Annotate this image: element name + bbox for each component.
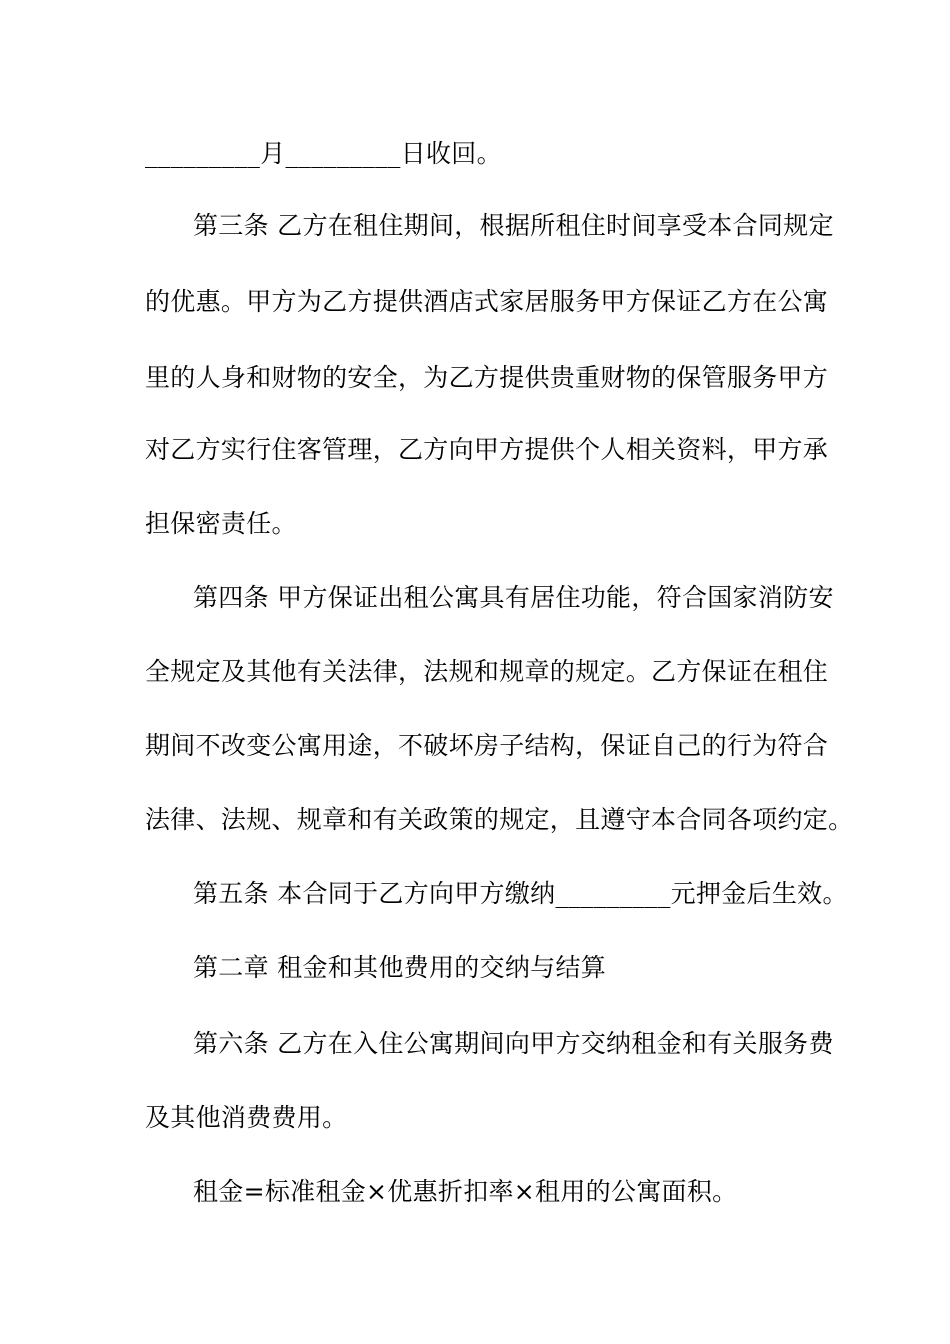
- clause-4-line-4: 法律、法规、规章和有关政策的规定，且遵守本合同各项约定。: [145, 805, 854, 834]
- rent-formula-line: 租金=标准租金×优惠折扣率×租用的公寓面积。: [193, 1177, 738, 1206]
- clause-6-line-1: 第六条 乙方在入住公寓期间向甲方交纳租金和有关服务费: [193, 1029, 834, 1058]
- clause-5-line: 第五条 本合同于乙方向甲方缴纳_________元押金后生效。: [193, 879, 848, 908]
- chapter-2-heading: 第二章 租金和其他费用的交纳与结算: [193, 953, 607, 982]
- clause-4-line-1: 第四条 甲方保证出租公寓具有居住功能，符合国家消防安: [193, 583, 834, 612]
- clause-3-line-2: 的优惠。甲方为乙方提供酒店式家居服务甲方保证乙方在公寓: [145, 287, 829, 316]
- clause-2-end-line: _________月_________日收回。: [145, 139, 502, 168]
- clause-3-line-5: 担保密责任。: [145, 509, 297, 538]
- clause-6-line-2: 及其他消费费用。: [145, 1103, 348, 1132]
- clause-4-line-3: 期间不改变公寓用途，不破坏房子结构，保证自己的行为符合: [145, 731, 829, 760]
- clause-3-line-3: 里的人身和财物的安全，为乙方提供贵重财物的保管服务甲方: [145, 363, 829, 392]
- clause-4-line-2: 全规定及其他有关法律，法规和规章的规定。乙方保证在租住: [145, 657, 829, 686]
- clause-3-line-1: 第三条 乙方在租住期间，根据所租住时间享受本合同规定: [193, 211, 834, 240]
- clause-3-line-4: 对乙方实行住客管理，乙方向甲方提供个人相关资料，甲方承: [145, 435, 829, 464]
